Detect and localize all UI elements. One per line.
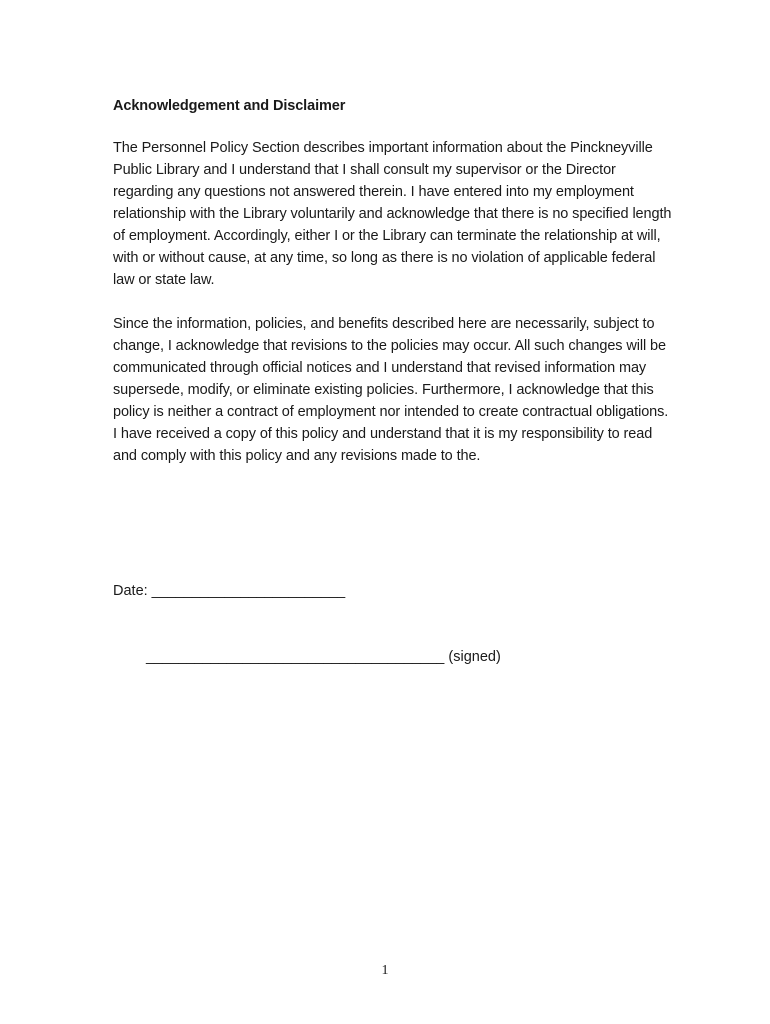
- signature-field-line: _____________________________________ (signed): [146, 649, 501, 665]
- page-number: 1: [381, 963, 389, 978]
- paragraph-employment-relationship: The Personnel Policy Section describes important information about the Pinckneyville Public Library and I understand that I shall consult my supervisor or the Director regarding any questions not answered therein. I have entered into my employment relationship with the Library voluntarily and acknowledge that there is no specified length of employment. Accordingly, either I or the Library can terminate the relationship at will, with or without cause, at any time, so long as there is no violation of applicable federal law or state law.: [113, 140, 672, 288]
- date-field-line: Date: ________________________: [113, 583, 346, 599]
- paragraph-policy-changes: Since the information, policies, and benefits described here are necessarily, subject to change, I acknowledge that revisions to the policies may occur. All such changes will be communicated through official notices and I understand that revised information may supersede, modify, or eliminate existing policies. Furthermore, I acknowledge that this policy is neither a contract of employment nor intended to create contractual obligations. I have received a copy of this policy and understand that it is my responsibility to read and comply with this policy and any revisions made to the.: [113, 316, 669, 464]
- document-heading: Acknowledgement and Disclaimer: [113, 98, 346, 114]
- document-body: [113, 95, 673, 489]
